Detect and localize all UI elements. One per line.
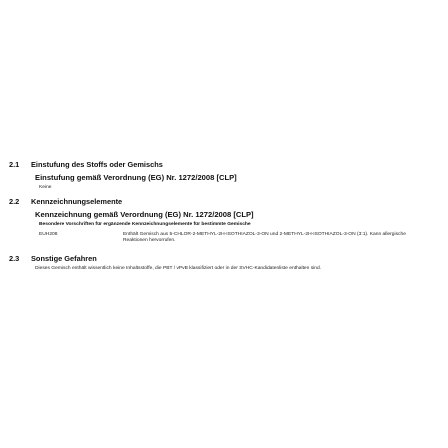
labelling-subheading: Kennzeichnung gemäß Verordnung (EG) Nr. 1272/2008 [CLP] [35, 210, 254, 219]
supplementary-labelling-heading: Besondere Vorschriften für ergänzende Kennzeichnungselemente für bestimmte Gemische [39, 222, 251, 227]
section-number: 2.1 [9, 160, 20, 169]
section-heading-2-3 [9, 254, 97, 263]
euh-code: EUH208 [39, 232, 58, 237]
section-number: 2.2 [9, 197, 20, 206]
section-title: Kennzeichnungselemente [31, 197, 123, 206]
section-title: Sonstige Gefahren [31, 254, 97, 263]
classification-subheading: Einstufung gemäß Verordnung (EG) Nr. 1272/2008 [CLP] [35, 173, 237, 182]
section-number: 2.3 [9, 254, 20, 263]
classification-value: Keine [39, 185, 52, 190]
section-heading-2-1 [9, 160, 163, 169]
section-title: Einstufung des Stoffs oder Gemischs [31, 160, 163, 169]
other-hazards-text: Dieses Gemisch enthält wissentlich keine Inhaltsstoffe, die PBT / vPvB klassifiziert oder in der SVHC-Kandidatenliste enthalten sind. [35, 266, 322, 271]
euh-statement: Enthält Gemisch aus 5-CHLOR-2-METHYL-2H-ISOTHIAZOL-3-ON und 2-METHYL-2H-ISOTHIAZOL-3-ON (3:1). Kann allergische Reaktionen hervorrufen. [123, 232, 406, 243]
section-heading-2-2 [9, 197, 122, 206]
